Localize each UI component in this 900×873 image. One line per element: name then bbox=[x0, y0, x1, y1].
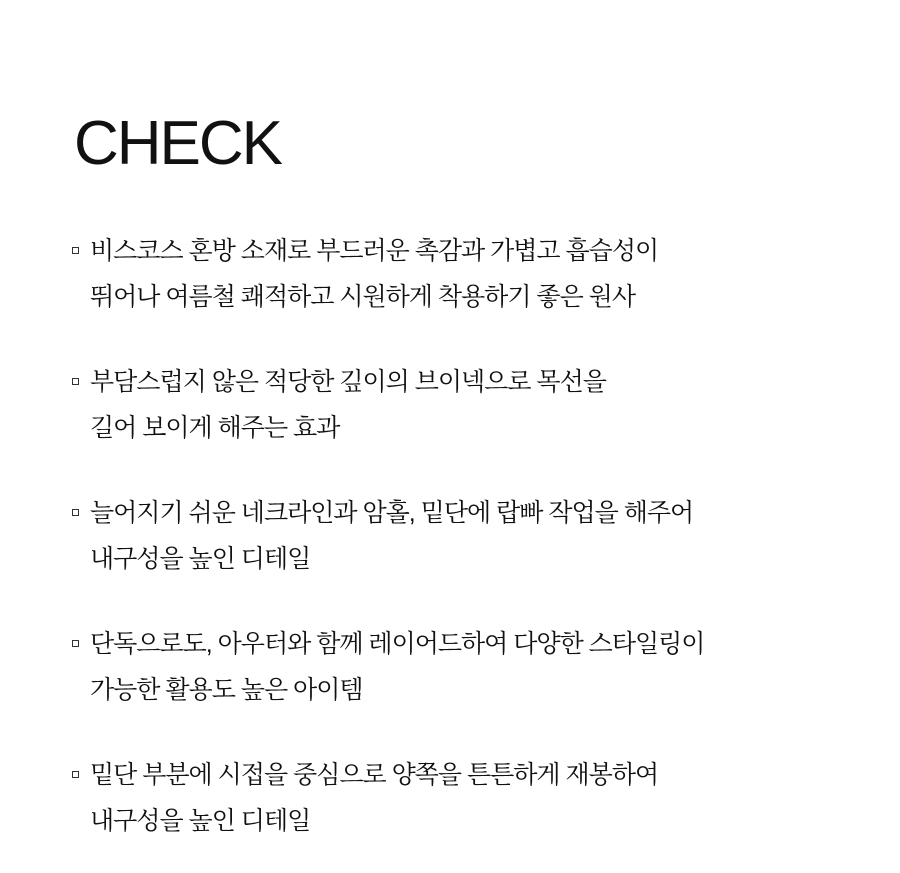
check-item-line-2: 내구성을 높인 디테일 bbox=[90, 545, 311, 573]
square-bullet-icon bbox=[72, 378, 79, 385]
check-item-line-1: 밑단 부분에 시접을 중심으로 양쪽을 튼튼하게 재봉하여 bbox=[90, 761, 659, 789]
square-bullet-icon bbox=[72, 509, 79, 516]
check-item bbox=[70, 752, 830, 873]
check-item-line-2: 가능한 활용도 높은 아이템 bbox=[90, 676, 363, 704]
check-list bbox=[70, 228, 830, 873]
square-bullet-icon bbox=[72, 640, 79, 647]
square-bullet-icon bbox=[72, 247, 79, 254]
check-item-line-1: 부담스럽지 않은 적당한 깊이의 브이넥으로 목선을 bbox=[90, 368, 606, 396]
check-item-line-2: 길어 보이게 해주는 효과 bbox=[90, 414, 340, 442]
check-item bbox=[70, 228, 830, 359]
check-item-line-1: 단독으로도, 아우터와 함께 레이어드하여 다양한 스타일링이 bbox=[90, 630, 705, 658]
check-item bbox=[70, 621, 830, 752]
check-item-line-1: 늘어지기 쉬운 네크라인과 암홀, 밑단에 랍빠 작업을 해주어 bbox=[90, 499, 694, 527]
check-item-line-1: 비스코스 혼방 소재로 부드러운 촉감과 가볍고 흡습성이 bbox=[90, 237, 659, 265]
check-item bbox=[70, 490, 830, 621]
square-bullet-icon bbox=[72, 771, 79, 778]
check-title: CHECK bbox=[74, 109, 282, 178]
check-item bbox=[70, 359, 830, 490]
check-item-line-2: 내구성을 높인 디테일 bbox=[90, 807, 311, 835]
check-item-line-2: 뛰어나 여름철 쾌적하고 시원하게 착용하기 좋은 원사 bbox=[90, 283, 635, 311]
